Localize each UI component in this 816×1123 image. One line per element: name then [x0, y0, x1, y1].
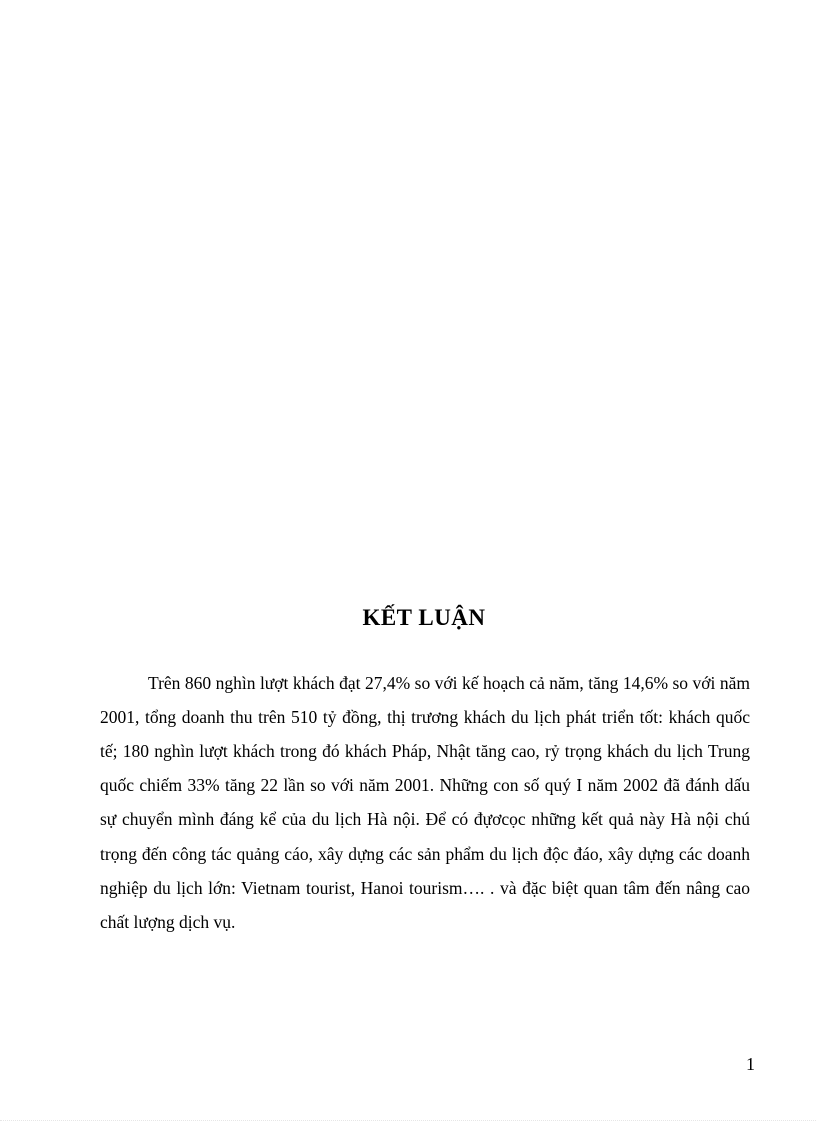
- section-heading: KẾT LUẬN: [362, 605, 486, 631]
- page-bottom-divider: [0, 1120, 816, 1121]
- page-number: 1: [746, 1054, 755, 1074]
- body-paragraph: Trên 860 nghìn lượt khách đạt 27,4% so với kế hoạch cả năm, tăng 14,6% so với năm 2001, tổng doanh thu trên 510 tỷ đồng, thị trương khách du lịch phát triển tốt: khách quốc tế; 180 nghìn lượt khách trong đó khách Pháp, Nhật tăng cao, rỷ trọng khách du lịch Trung quốc chiếm 33% tăng 22 lần so với năm 2001. Những con số quý I năm 2002 đã đánh dấu sự chuyển mình đáng kể của du lịch Hà nội. Để có đựơcọc những kết quả này Hà nội chú trọng đến công tác quảng cáo, xây dựng các sản phẩm du lịch độc đáo, xây dựng các doanh nghiệp du lịch lớn: Vietnam tourist, Hanoi tourism…. . và đặc biệt quan tâm đến nâng cao chất lượng dịch vụ.: [100, 672, 750, 932]
